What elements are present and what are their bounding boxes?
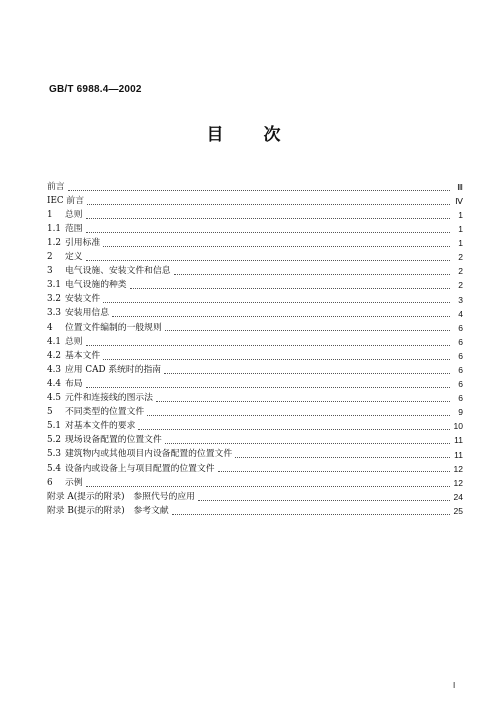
toc-entry-number: 4.2 <box>47 350 61 361</box>
toc-leader-dots <box>172 514 450 515</box>
toc-entry-page: 6 <box>458 322 463 333</box>
toc-entry[interactable] <box>47 208 463 222</box>
toc-entry[interactable] <box>47 406 463 420</box>
toc-entry-label <box>47 267 171 276</box>
toc-entry-page: 4 <box>458 308 463 319</box>
toc-entry-number: 4.1 <box>47 336 61 347</box>
toc-entry[interactable] <box>47 180 463 194</box>
toc-leader-dots <box>103 246 450 247</box>
toc-leader-dots <box>130 288 450 289</box>
toc-entry-label <box>47 380 83 389</box>
toc-entry-label <box>47 408 144 417</box>
toc-leader-dots <box>86 260 450 261</box>
toc-leader-dots <box>198 500 450 501</box>
toc-leader-dots <box>86 387 450 388</box>
toc-entry-page: 1 <box>458 224 463 235</box>
toc-entry-text: 总则 <box>65 209 83 220</box>
toc-entry-label <box>47 309 109 318</box>
toc-entry-number: 4.4 <box>47 378 61 389</box>
toc-entry-page: 2 <box>458 252 463 263</box>
toc-entry[interactable] <box>47 391 463 405</box>
toc-leader-dots <box>164 373 450 374</box>
toc-leader-dots <box>235 457 450 458</box>
toc-entry[interactable] <box>47 321 463 335</box>
toc-entry-page: 24 <box>453 491 463 502</box>
toc-entry-label <box>47 281 127 290</box>
toc-entry-text: 安装文件 <box>65 294 101 305</box>
toc-leader-dots <box>86 218 450 219</box>
toc-entry-label <box>47 197 84 206</box>
toc-entry[interactable] <box>47 307 463 321</box>
toc-entry-number: 3.2 <box>47 294 61 305</box>
toc-entry-number: 5.2 <box>47 435 61 446</box>
toc-entry-number: 5.3 <box>47 449 61 460</box>
toc-leader-dots <box>165 443 450 444</box>
toc-entry-label <box>47 436 162 445</box>
toc-entry-page: 6 <box>458 336 463 347</box>
toc-entry[interactable] <box>47 236 463 250</box>
toc-entry-text: 布局 <box>65 378 83 389</box>
standard-number: GB/T 6988.4—2002 <box>49 84 142 95</box>
toc-entry-text: 基本文件 <box>65 350 101 361</box>
toc-entry-number: 4 <box>47 322 53 333</box>
toc-entry-number: 5.1 <box>47 421 61 432</box>
toc-entry-number: 3.3 <box>47 308 61 319</box>
toc-leader-dots <box>86 345 450 346</box>
toc-entry-label <box>47 493 195 502</box>
toc-entry-number: 3 <box>47 266 53 277</box>
toc-entry-label <box>47 366 161 375</box>
toc-entry-label <box>47 352 100 361</box>
toc-entry-page: 10 <box>453 421 463 432</box>
title-char-2: 次 <box>263 125 281 145</box>
toc-entry-text: 对基本文件的要求 <box>65 421 136 432</box>
toc-entry-page: 12 <box>453 477 463 488</box>
toc-entry-page: 1 <box>458 209 463 220</box>
toc-entry-label <box>47 225 83 234</box>
toc-entry[interactable] <box>47 363 463 377</box>
toc-entry[interactable] <box>47 476 463 490</box>
toc-entry-text: 现场设备配置的位置文件 <box>65 435 162 446</box>
toc-entry-page: 11 <box>454 435 463 446</box>
table-of-contents <box>47 180 463 518</box>
toc-leader-dots <box>103 359 450 360</box>
toc-leader-dots <box>174 274 450 275</box>
toc-entry[interactable] <box>47 420 463 434</box>
toc-entry[interactable] <box>47 377 463 391</box>
toc-entry[interactable] <box>47 490 463 504</box>
toc-leader-dots <box>156 401 450 402</box>
toc-entry-label <box>47 183 65 192</box>
toc-entry-text: 附录 B(提示的附录) 参考文献 <box>47 505 169 516</box>
toc-entry-page: 3 <box>458 294 463 305</box>
toc-leader-dots <box>103 302 450 303</box>
toc-entry-text: 设备内或设备上与项目配置的位置文件 <box>65 463 215 474</box>
toc-entry[interactable] <box>47 349 463 363</box>
toc-entry-number: 4.3 <box>47 364 61 375</box>
toc-entry-label <box>47 211 83 220</box>
toc-entry-label <box>47 465 215 474</box>
toc-entry-label <box>47 324 162 333</box>
toc-entry[interactable] <box>47 250 463 264</box>
toc-entry[interactable] <box>47 462 463 476</box>
toc-entry-number: 2 <box>47 252 53 263</box>
toc-entry-page: 6 <box>458 350 463 361</box>
toc-entry[interactable] <box>47 279 463 293</box>
toc-leader-dots <box>138 429 450 430</box>
toc-entry-text: 位置文件编制的一般规则 <box>65 322 162 333</box>
toc-entry-number: 1.2 <box>47 238 61 249</box>
toc-entry-label <box>47 479 83 488</box>
toc-entry-text: 示例 <box>65 477 83 488</box>
page-number: I <box>453 681 456 690</box>
toc-entry-page: 12 <box>453 463 463 474</box>
toc-leader-dots <box>87 204 450 205</box>
toc-entry[interactable] <box>47 434 463 448</box>
toc-entry-page: 9 <box>458 407 463 418</box>
toc-entry-label <box>47 338 83 347</box>
toc-entry-text: 应用 CAD 系统时的指南 <box>65 364 162 375</box>
title-char-1: 目 <box>206 125 224 145</box>
toc-entry-page: 2 <box>458 266 463 277</box>
toc-entry-page: 6 <box>458 365 463 376</box>
toc-entry-text: 前言 <box>47 181 65 192</box>
toc-entry-number: 4.5 <box>47 393 61 404</box>
toc-entry[interactable] <box>47 448 463 462</box>
toc-leader-dots <box>112 316 450 317</box>
toc-entry-page: 6 <box>458 393 463 404</box>
toc-entry-text: 定义 <box>65 252 83 263</box>
toc-entry-page: Ⅳ <box>455 195 463 206</box>
toc-entry-text: IEC 前言 <box>47 195 85 206</box>
toc-entry-number: 5.4 <box>47 463 61 474</box>
toc-entry-label <box>47 295 100 304</box>
toc-leader-dots <box>147 415 450 416</box>
toc-entry-number: 5 <box>47 407 53 418</box>
toc-entry-text: 元件和连接线的图示法 <box>65 393 153 404</box>
toc-entry-text: 范围 <box>65 223 83 234</box>
toc-entry[interactable] <box>47 222 463 236</box>
toc-entry-label <box>47 239 100 248</box>
toc-entry-page: 25 <box>453 505 463 516</box>
toc-entry[interactable] <box>47 265 463 279</box>
toc-entry-page: Ⅲ <box>457 181 463 192</box>
toc-entry[interactable] <box>47 293 463 307</box>
page-title <box>0 120 487 145</box>
toc-entry-label <box>47 422 135 431</box>
toc-entry-text: 不同类型的位置文件 <box>65 407 145 418</box>
toc-leader-dots <box>68 190 450 191</box>
toc-entry-page: 11 <box>454 449 463 460</box>
toc-entry-text: 总则 <box>65 336 83 347</box>
toc-entry-page: 2 <box>458 280 463 291</box>
toc-entry-label <box>47 253 83 262</box>
toc-entry-page: 1 <box>458 238 463 249</box>
toc-entry-text: 建筑物内或其他项目内设备配置的位置文件 <box>65 449 233 460</box>
toc-leader-dots <box>86 486 450 487</box>
toc-entry-number: 3.1 <box>47 280 61 291</box>
toc-leader-dots <box>218 471 450 472</box>
toc-entry-number: 1 <box>47 209 53 220</box>
toc-entry-page: 6 <box>458 379 463 390</box>
toc-entry-label <box>47 450 232 459</box>
toc-entry[interactable] <box>47 335 463 349</box>
toc-entry-text: 电气设施的种类 <box>65 280 127 291</box>
toc-entry-number: 6 <box>47 477 53 488</box>
toc-leader-dots <box>86 232 450 233</box>
toc-entry-text: 附录 A(提示的附录) 参照代号的应用 <box>47 491 195 502</box>
toc-entry-text: 电气设施、安装文件和信息 <box>65 266 171 277</box>
toc-entry-text: 安装用信息 <box>65 308 109 319</box>
toc-leader-dots <box>165 330 450 331</box>
toc-entry-number: 1.1 <box>47 223 61 234</box>
toc-entry[interactable] <box>47 504 463 518</box>
toc-entry-label <box>47 507 169 516</box>
toc-entry-text: 引用标准 <box>65 238 101 249</box>
toc-entry[interactable] <box>47 194 463 208</box>
toc-entry-label <box>47 394 153 403</box>
